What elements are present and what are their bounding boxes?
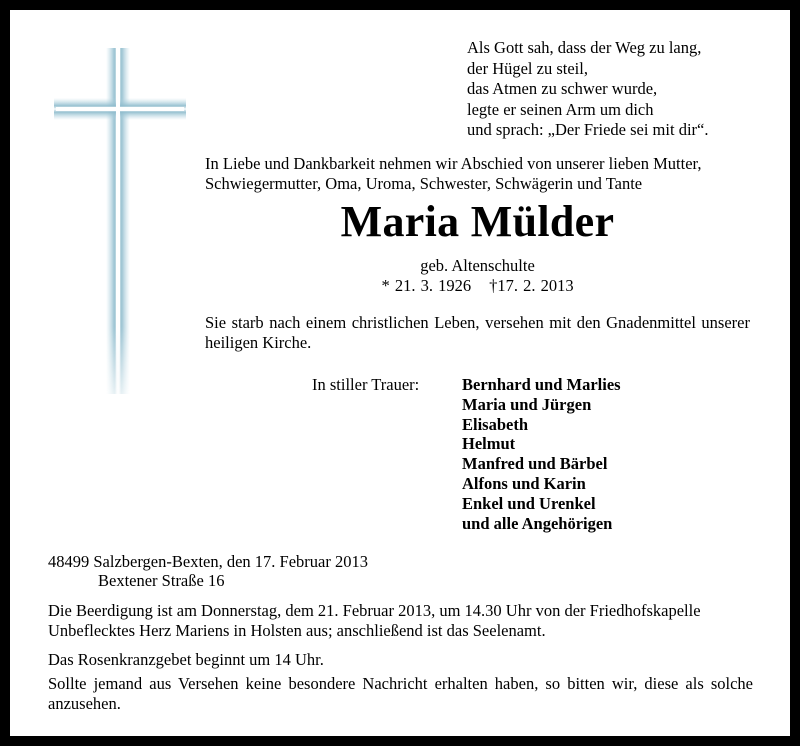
notice-text: Sollte jemand aus Versehen keine besondere Nachricht erhalten haben, so bitten wir, diese als solche anzusehen. bbox=[48, 674, 753, 713]
intro-text bbox=[205, 154, 750, 194]
death-date: †17. 2. 2013 bbox=[489, 276, 574, 295]
mourners-list bbox=[462, 375, 621, 533]
deceased-name: Maria Mülder bbox=[340, 197, 615, 246]
poem-line: Als Gott sah, dass der Weg zu lang, bbox=[467, 38, 702, 57]
rosary-text: Das Rosenkranzgebet beginnt um 14 Uhr. bbox=[48, 650, 324, 669]
life-dates bbox=[205, 276, 750, 296]
street-address: Bextener Straße 16 bbox=[98, 571, 225, 590]
mourner: Manfred und Bärbel bbox=[462, 454, 608, 474]
faith-text: Sie starb nach einem christlichen Leben, versehen mit den Gnadenmittel unserer heiligen Kirche. bbox=[205, 313, 750, 352]
intro-line: In Liebe und Dankbarkeit nehmen wir Abschied von unserer lieben Mutter, bbox=[205, 154, 702, 173]
funeral-text: Die Beerdigung ist am Donnerstag, dem 21. Februar 2013, um 14.30 Uhr von der Friedhofskapelle Unbeflecktes Herz Mariens in Holsten aus; anschließend ist das Seelenamt. bbox=[48, 601, 701, 640]
maiden-name: geb. Altenschulte bbox=[420, 256, 535, 275]
birth-date: * 21. 3. 1926 bbox=[381, 276, 472, 295]
mourner: Bernhard und Marlies bbox=[462, 375, 621, 394]
cross-icon bbox=[54, 44, 190, 398]
mourner: Maria und Jürgen bbox=[462, 394, 592, 414]
mourner: und alle Angehörigen bbox=[462, 513, 613, 533]
mourner: Enkel und Urenkel bbox=[462, 493, 596, 513]
poem-line: das Atmen zu schwer wurde, bbox=[467, 79, 658, 98]
poem-line: und sprach: „Der Friede sei mit dir“. bbox=[467, 120, 709, 139]
mourning-label: In stiller Trauer: bbox=[312, 375, 420, 394]
place-date: 48499 Salzbergen-Bexten, den 17. Februar 2013 bbox=[48, 552, 368, 571]
intro-line: Schwiegermutter, Oma, Uroma, Schwester, Schwägerin und Tante bbox=[205, 174, 643, 193]
poem-line: legte er seinen Arm um dich bbox=[467, 99, 654, 119]
poem bbox=[467, 38, 708, 141]
mourner: Elisabeth bbox=[462, 414, 529, 434]
mourner: Alfons und Karin bbox=[462, 473, 586, 493]
poem-line: der Hügel zu steil, bbox=[467, 58, 588, 78]
obituary-notice bbox=[10, 10, 790, 736]
mourner: Helmut bbox=[462, 434, 516, 454]
